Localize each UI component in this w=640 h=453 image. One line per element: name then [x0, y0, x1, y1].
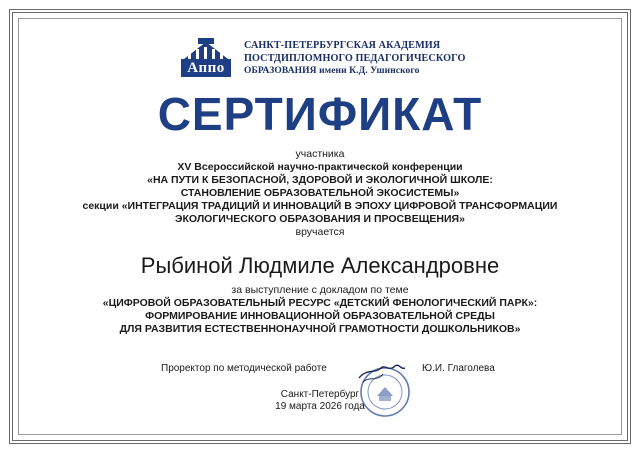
awarded-label: вручается — [295, 226, 345, 238]
conference-line: XV Всероссийской научно-практической конференции — [177, 161, 463, 173]
conference-line: «НА ПУТИ К БЕЗОПАСНОЙ, ЗДОРОВОЙ И ЭКОЛОГИЧНОЙ ШКОЛЕ: — [147, 174, 493, 186]
header — [176, 33, 476, 83]
place-date — [0, 389, 640, 413]
report-line: «ЦИФРОВОЙ ОБРАЗОВАТЕЛЬНЫЙ РЕСУРС «ДЕТСКИЙ ФЕНОЛОГИЧЕСКИЙ ПАРК»: — [102, 297, 538, 309]
report-line: ДЛЯ РАЗВИТИЯ ЕСТЕСТВЕННОНАУЧНОЙ ГРАМОТНОСТИ ДОШКОЛЬНИКОВ» — [119, 323, 521, 335]
academy-line: САНКТ-ПЕТЕРБУРГСКАЯ АКАДЕМИЯ — [244, 39, 441, 51]
participant-label: участника — [295, 148, 345, 160]
academy-line: ПОСТДИПЛОМНОГО ПЕДАГОГИЧЕСКОГО — [244, 52, 466, 64]
academy-line: ОБРАЗОВАНИЯ имени К.Д. Ушинского — [244, 65, 420, 76]
report-line: ФОРМИРОВАНИЕ ИННОВАЦИОННОЙ ОБРАЗОВАТЕЛЬНОЙ СРЕДЫ — [145, 310, 495, 322]
date: 19 марта 2026 года — [275, 401, 365, 412]
conference-line: ЭКОЛОГИЧЕСКОГО ОБРАЗОВАНИЯ И ПРОСВЕЩЕНИЯ» — [175, 213, 465, 225]
conference-block — [30, 148, 610, 239]
report-intro: за выступление с докладом по теме — [231, 284, 409, 296]
signature-row — [0, 362, 640, 378]
academy-logo — [176, 36, 236, 80]
certificate-title: СЕРТИФИКАТ — [157, 88, 483, 140]
signatory-position: Проректор по методической работе — [161, 363, 327, 374]
city: Санкт-Петербург — [280, 389, 360, 400]
academy-name — [244, 39, 466, 78]
conference-line: СТАНОВЛЕНИЕ ОБРАЗОВАТЕЛЬНОЙ ЭКОСИСТЕМЫ» — [180, 187, 460, 199]
recipient-name: Рыбиной Людмиле Александровне — [140, 253, 500, 278]
conference-line: секции «ИНТЕГРАЦИЯ ТРАДИЦИЙ И ИННОВАЦИЙ В ЭПОХУ ЦИФРОВОЙ ТРАНСФОРМАЦИИ — [82, 200, 558, 212]
logo-wordmark: Аппо — [181, 59, 231, 77]
signatory-name: Ю.И. Глаголева — [422, 363, 495, 374]
report-block — [30, 284, 610, 336]
